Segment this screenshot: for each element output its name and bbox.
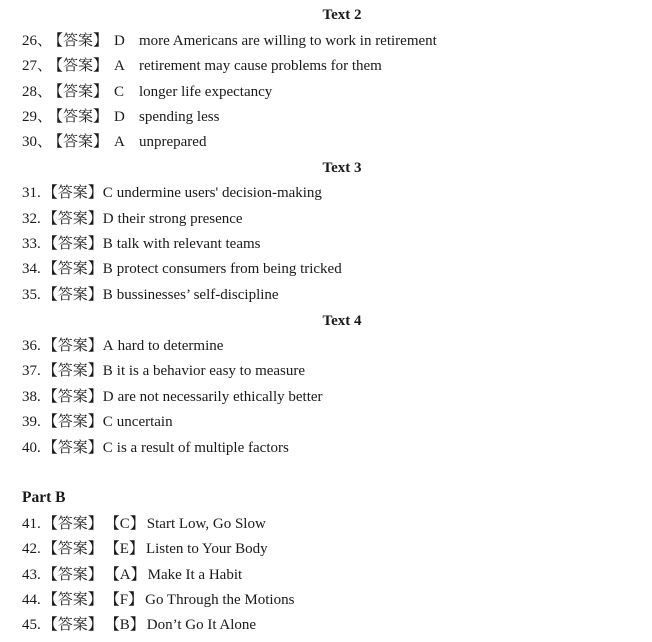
answer-tag: 【答案】: [48, 84, 109, 100]
answer-text: more Americans are willing to work in retirement: [139, 33, 437, 49]
answer-tag: 【答案】: [42, 414, 103, 430]
answer-letter: D: [114, 109, 125, 125]
answer-letter: C: [102, 414, 113, 430]
answer-line-34: [22, 260, 342, 278]
answer-option: 【B】: [104, 617, 145, 633]
answer-text: spending less: [139, 109, 220, 125]
answer-tag: 【答案】: [42, 236, 103, 252]
question-number: 31.: [22, 185, 41, 201]
question-number: 38.: [22, 389, 41, 405]
answer-text: it is a behavior easy to measure: [116, 363, 306, 379]
answer-line-38: [22, 388, 323, 406]
answer-text: Start Low, Go Slow: [146, 516, 266, 532]
answer-letter: D: [102, 389, 114, 405]
answer-line-42: [22, 540, 268, 558]
answer-text: unprepared: [139, 134, 207, 150]
answer-line-35: [22, 286, 279, 304]
answer-line-26: [22, 32, 437, 50]
answer-letter: B: [102, 261, 113, 277]
answer-letter: C: [102, 185, 113, 201]
question-number: 42.: [22, 541, 41, 557]
answer-tag: 【答案】: [42, 363, 103, 379]
question-number: 33.: [22, 236, 41, 252]
answer-line-43: [22, 566, 242, 584]
answer-letter: B: [102, 236, 113, 252]
answer-option: 【E】: [104, 541, 144, 557]
answer-tag: 【答案】: [42, 440, 103, 456]
question-number: 28、: [22, 84, 53, 100]
answer-letter: B: [102, 287, 113, 303]
question-number: 36.: [22, 338, 41, 354]
answer-letter: A: [114, 134, 125, 150]
question-number: 26、: [22, 33, 53, 49]
answer-tag: 【答案】: [42, 211, 103, 227]
answer-tag: 【答案】: [42, 287, 103, 303]
answer-letter: B: [102, 363, 113, 379]
answer-text: Go Through the Motions: [145, 592, 295, 608]
answer-tag: 【答案】: [42, 592, 103, 608]
answer-tag: 【答案】: [42, 617, 103, 633]
question-number: 35.: [22, 287, 41, 303]
question-number: 45.: [22, 617, 41, 633]
question-number: 34.: [22, 261, 41, 277]
question-number: 37.: [22, 363, 41, 379]
answer-line-28: [22, 83, 272, 101]
answer-line-44: [22, 591, 294, 609]
answer-line-31: [22, 184, 322, 202]
answer-tag: 【答案】: [48, 58, 109, 74]
answer-text: Don’t Go It Alone: [146, 617, 257, 633]
answer-tag: 【答案】: [42, 338, 103, 354]
answer-option: 【C】: [104, 516, 145, 532]
section-heading-text-3: Text 3: [322, 160, 362, 176]
question-number: 41.: [22, 516, 41, 532]
answer-line-27: [22, 57, 382, 75]
answer-text: undermine users' decision-making: [116, 185, 322, 201]
answer-text: is a result of multiple factors: [116, 440, 289, 456]
answer-line-41: [22, 515, 266, 533]
answer-text: bussinesses’ self-discipline: [116, 287, 279, 303]
answer-tag: 【答案】: [42, 389, 103, 405]
answer-option: 【A】: [104, 567, 146, 583]
answer-text: are not necessarily ethically better: [117, 389, 323, 405]
answer-text: talk with relevant teams: [116, 236, 261, 252]
question-number: 39.: [22, 414, 41, 430]
answer-line-29: [22, 108, 219, 126]
question-number: 44.: [22, 592, 41, 608]
section-heading-part-b: Part B: [22, 489, 66, 506]
answer-text: their strong presence: [117, 211, 243, 227]
answer-letter: C: [114, 84, 125, 100]
answer-option: 【F】: [104, 592, 144, 608]
answer-line-32: [22, 210, 243, 228]
answer-text: Make It a Habit: [147, 567, 243, 583]
answer-tag: 【答案】: [48, 109, 109, 125]
answer-tag: 【答案】: [42, 261, 103, 277]
answer-line-30: [22, 133, 206, 151]
question-number: 30、: [22, 134, 53, 150]
answer-letter: D: [114, 33, 125, 49]
answer-tag: 【答案】: [48, 134, 109, 150]
answer-tag: 【答案】: [42, 185, 103, 201]
answer-letter: C: [102, 440, 113, 456]
answer-line-33: [22, 235, 260, 253]
answer-letter: A: [102, 338, 114, 354]
question-number: 40.: [22, 440, 41, 456]
answer-text: hard to determine: [117, 338, 224, 354]
answer-text: protect consumers from being tricked: [116, 261, 342, 277]
answer-line-36: [22, 337, 223, 355]
answer-text: longer life expectancy: [139, 84, 273, 100]
answer-tag: 【答案】: [48, 33, 109, 49]
answer-line-37: [22, 362, 305, 380]
question-number: 27、: [22, 58, 53, 74]
answer-text: retirement may cause problems for them: [139, 58, 382, 74]
answer-tag: 【答案】: [42, 516, 103, 532]
answer-line-40: [22, 439, 289, 457]
answer-line-39: [22, 413, 173, 431]
section-heading-text-4: Text 4: [322, 313, 362, 329]
question-number: 43.: [22, 567, 41, 583]
answer-line-45: [22, 616, 256, 634]
section-heading-text-2: Text 2: [322, 7, 362, 23]
answer-tag: 【答案】: [42, 567, 103, 583]
answer-tag: 【答案】: [42, 541, 103, 557]
answer-letter: A: [114, 58, 125, 74]
question-number: 32.: [22, 211, 41, 227]
question-number: 29、: [22, 109, 53, 125]
answer-letter: D: [102, 211, 114, 227]
answer-text: Listen to Your Body: [145, 541, 268, 557]
answer-text: uncertain: [116, 414, 173, 430]
